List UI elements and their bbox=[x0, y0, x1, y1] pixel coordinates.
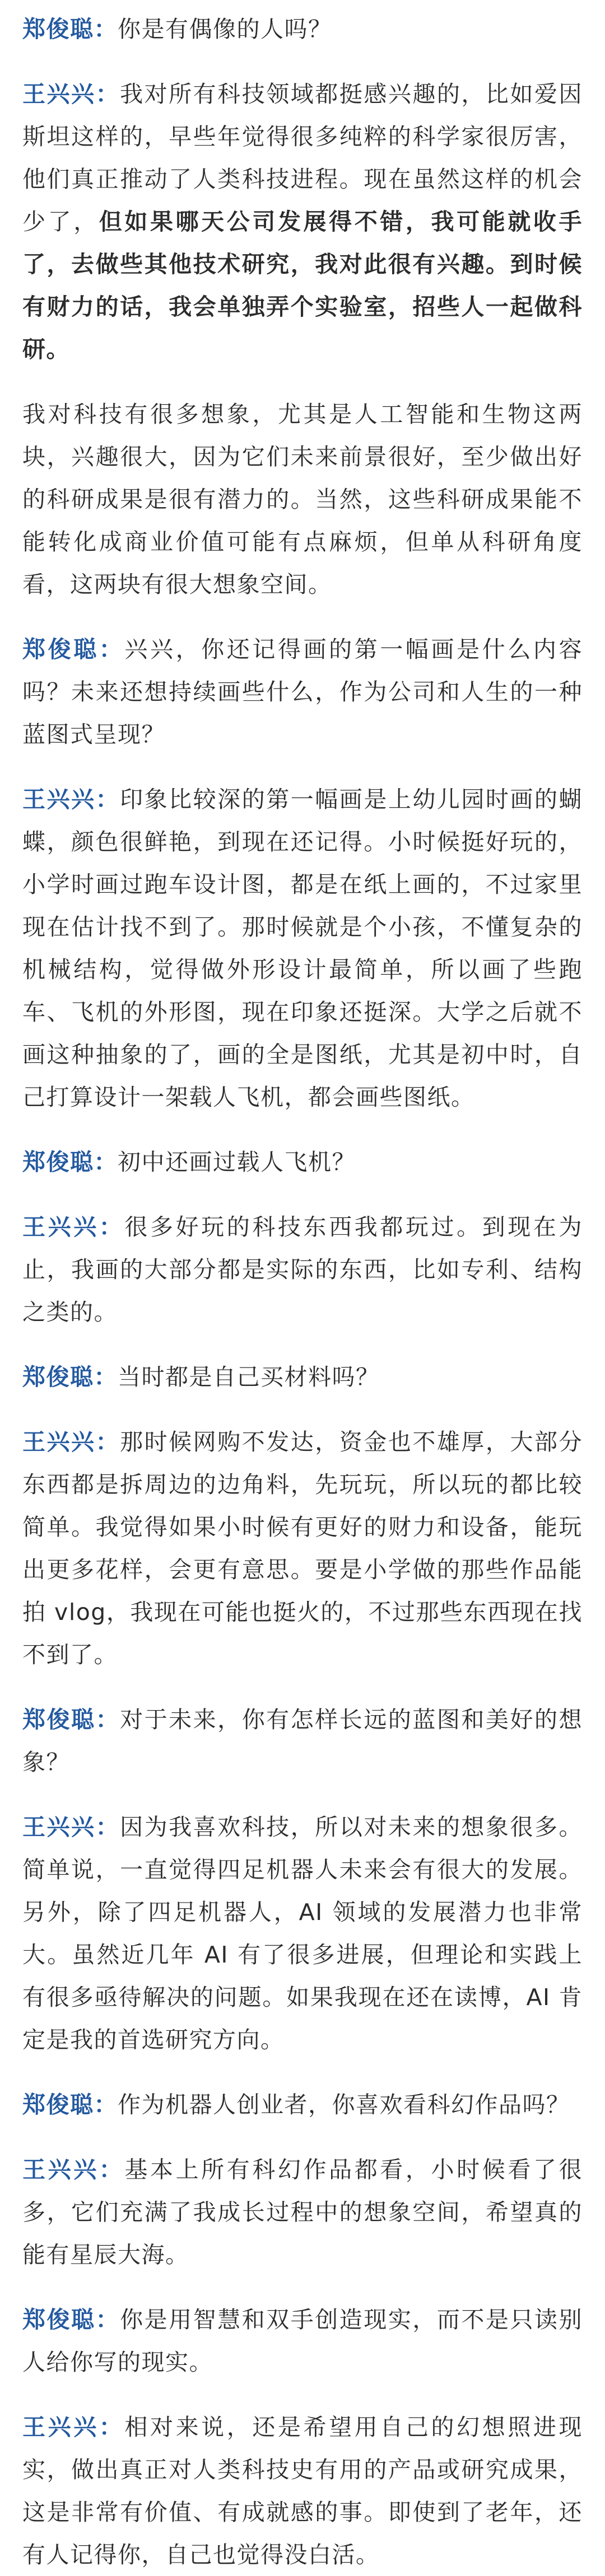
emphasized-text: 但如果哪天公司发展得不错，我可能就收手了，去做些其他技术研究，我对此很有兴趣。到时候有财力的话，我会单独弄个实验室，招些人一起做科研。 bbox=[22, 208, 583, 363]
paragraph-text: 兴兴，你还记得画的第一幅画是什么内容吗？未来还想持续画些什么，作为公司和人生的一种蓝图式呈现？ bbox=[22, 636, 583, 748]
interviewee-name: 王兴兴： bbox=[22, 1214, 125, 1240]
interview-paragraph bbox=[22, 393, 583, 606]
paragraph-text: 我对科技有很多想象，尤其是人工智能和生物这两块，兴趣很大，因为它们未来前景很好，至少做出好的科研成果是很有潜力的。当然，这些科研成果能不能转化成商业价值可能有点麻烦，但单从科研角度看，这两块有很大想象空间。 bbox=[22, 401, 583, 598]
interview-paragraph bbox=[22, 1141, 583, 1183]
paragraph-text: 作为机器人创业者，你喜欢看科幻作品吗？ bbox=[118, 2091, 570, 2118]
interview-paragraph bbox=[22, 1698, 583, 1783]
paragraph-text: 很多好玩的科技东西我都玩过。到现在为止，我画的大部分都是实际的东西，比如专利、结构之类的。 bbox=[22, 1214, 583, 1326]
paragraph-text: 那时候网购不发达，资金也不雄厚，大部分东西都是拆周边的边角料，先玩玩，所以玩的都比较简单。我觉得如果小时候有更好的财力和设备，能玩出更多花样，会更有意思。要是小学做的那些作品能拍 vlog，我现在可能也挺火的，不过那些东西现在找不到了。 bbox=[22, 1428, 583, 1668]
paragraph-text: 因为我喜欢科技，所以对未来的想象很多。简单说，一直觉得四足机器人未来会有很大的发展。另外，除了四足机器人，AI 领域的发展潜力也非常大。虽然近几年 AI 有了很多进展，但理论和实践上有很多亟待解决的问题。如果我现在还在读博，AI 肯定是我的首选研究方向。 bbox=[22, 1814, 583, 2053]
paragraph-text: 你是有偶像的人吗？ bbox=[118, 16, 332, 43]
paragraph-text: 印象比较深的第一幅画是上幼儿园时画的蝴蝶，颜色很鲜艳，到现在还记得。小时候挺好玩的，小学时画过跑车设计图，都是在纸上画的，不过家里现在估计找不到了。那时候就是个小孩，不懂复杂的机械结构，觉得做外形设计最简单，所以画了些跑车、飞机的外形图，现在印象还挺深。大学之后就不画这种抽象的了，画的全是图纸，尤其是初中时，自己打算设计一架载人飞机，都会画些图纸。 bbox=[22, 786, 583, 1111]
paragraph-text: 相对来说，还是希望用自己的幻想照进现实，做出真正对人类科技史有用的产品或研究成果，这是非常有价值、有成就感的事。即使到了老年，还有人记得你，自己也觉得没白活。 bbox=[22, 2414, 583, 2568]
interview-paragraph bbox=[22, 1421, 583, 1676]
interviewer-name: 郑俊聪： bbox=[22, 1706, 120, 1733]
interview-paragraph bbox=[22, 2298, 583, 2383]
interviewer-name: 郑俊聪： bbox=[22, 2091, 118, 2118]
paragraph-text: 初中还画过载人飞机？ bbox=[118, 1149, 356, 1175]
paragraph-text: 当时都是自己买材料吗？ bbox=[118, 1364, 380, 1390]
paragraph-text: 你是用智慧和双手创造现实，而不是只读别人给你写的现实。 bbox=[22, 2306, 583, 2376]
interview-paragraph bbox=[22, 2406, 583, 2576]
interview-paragraph bbox=[22, 2148, 583, 2276]
interview-paragraph bbox=[22, 628, 583, 756]
paragraph-text: 我对所有科技领域都挺感兴趣的，比如爱因斯坦这样的，早些年觉得很多纯粹的科学家很厉害，他们真正推动了人类科技进程。现在虽然这样的机会少了， bbox=[22, 81, 583, 235]
interview-paragraph bbox=[22, 1806, 583, 2061]
interviewee-name: 王兴兴： bbox=[22, 786, 120, 813]
paragraph-text: 对于未来，你有怎样长远的蓝图和美好的想象？ bbox=[22, 1706, 583, 1776]
interview-paragraph bbox=[22, 73, 583, 371]
interviewee-name: 王兴兴： bbox=[22, 1814, 120, 1840]
interview-paragraph bbox=[22, 2083, 583, 2126]
interviewer-name: 郑俊聪： bbox=[22, 636, 125, 663]
interviewer-name: 郑俊聪： bbox=[22, 1364, 118, 1390]
interviewee-name: 王兴兴： bbox=[22, 81, 120, 107]
interview-paragraph bbox=[22, 778, 583, 1118]
interviewee-name: 王兴兴： bbox=[22, 2156, 125, 2183]
interviewer-name: 郑俊聪： bbox=[22, 16, 118, 43]
interview-paragraph bbox=[22, 1206, 583, 1333]
interview-paragraph bbox=[22, 8, 583, 50]
paragraph-text: 基本上所有科幻作品都看，小时候看了很多，它们充满了我成长过程中的想象空间，希望真的能有星辰大海。 bbox=[22, 2156, 583, 2268]
interview-paragraph bbox=[22, 1356, 583, 1398]
interviewee-name: 王兴兴： bbox=[22, 2414, 125, 2441]
interviewer-name: 郑俊聪： bbox=[22, 2306, 120, 2333]
interviewee-name: 王兴兴： bbox=[22, 1428, 120, 1455]
interviewer-name: 郑俊聪： bbox=[22, 1149, 118, 1175]
